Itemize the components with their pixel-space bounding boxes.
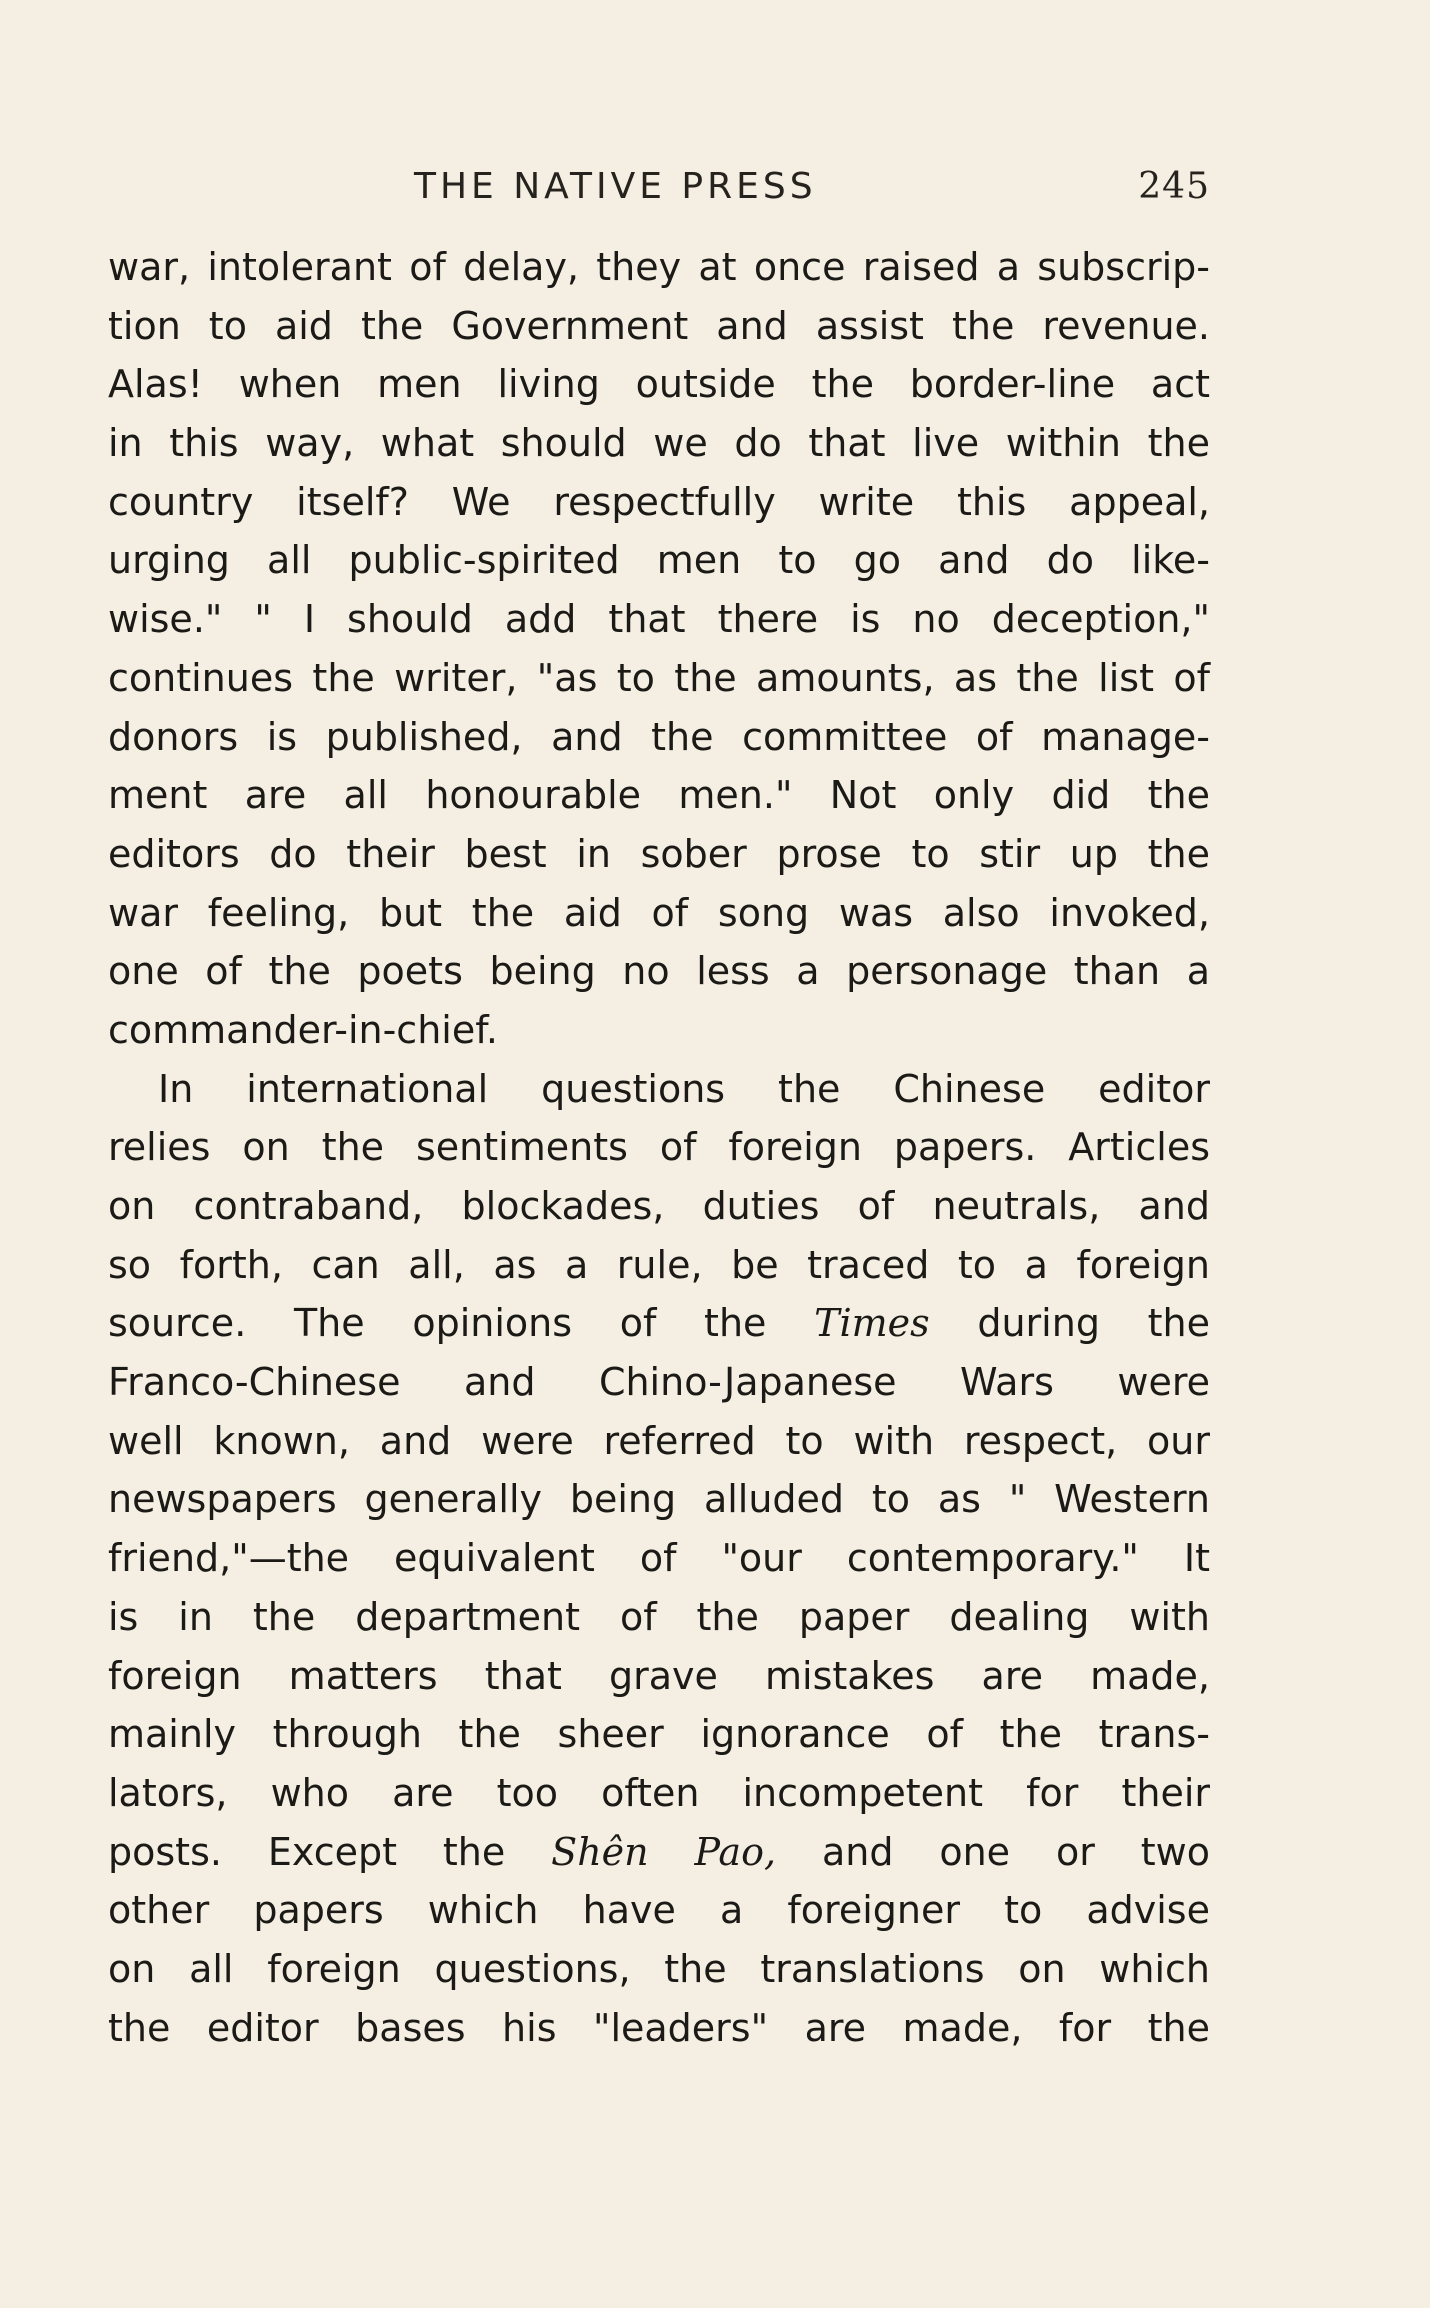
text-line: other papers which have a foreigner to advise (108, 1888, 1210, 1933)
text-line: country itself? We respectfully write this appeal, (108, 479, 1210, 524)
text-line: lators, who are too often incompetent for their (108, 1770, 1210, 1815)
text-line: newspapers generally being alluded to as " Western (108, 1477, 1210, 1522)
text-line: in this way, what should we do that live within the (108, 421, 1210, 466)
text-line: donors is published, and the committee of manage- (108, 714, 1210, 759)
text-line: friend,"—the equivalent of "our contemporary." It (108, 1536, 1210, 1581)
running-head (108, 158, 1210, 218)
text-line: tion to aid the Government and assist the revenue. (108, 303, 1210, 348)
text-segment: source. The opinions of the (108, 1301, 815, 1346)
text-line: on contraband, blockades, duties of neutrals, and (108, 1184, 1210, 1228)
text-line: mainly through the sheer ignorance of the trans- (108, 1712, 1210, 1757)
text-line: Alas! when men living outside the border-line act (108, 362, 1210, 407)
text-line: on all foreign questions, the translations on which (108, 1946, 1210, 1991)
italic-title-shen-pao: Shên Pao, (551, 1829, 777, 1874)
text-line: relies on the sentiments of foreign papers. Articles (108, 1125, 1210, 1170)
text-segment: posts. Except the (108, 1829, 552, 1874)
italic-title-times: Times (814, 1301, 930, 1346)
text-segment: and one or two (776, 1829, 1210, 1874)
text-line: editors do their best in sober prose to stir up the (108, 831, 1210, 876)
text-line: well known, and were referred to with respect, our (108, 1418, 1210, 1463)
text-line: so forth, can all, as a rule, be traced to a foreign (108, 1242, 1210, 1287)
text-line: Franco-Chinese and Chino-Japanese Wars were (108, 1360, 1210, 1405)
text-line: is in the department of the paper dealing with (108, 1594, 1210, 1639)
text-segment: during the (929, 1301, 1210, 1346)
text-line-with-italic (108, 1823, 1210, 1882)
text-line-with-italic (108, 1294, 1210, 1353)
text-line: continues the writer, "as to the amounts, as the list of (108, 655, 1210, 700)
text-line: ment are all honourable men." Not only did the (108, 773, 1210, 818)
text-line: one of the poets being no less a personage than a (108, 949, 1210, 994)
text-line: foreign matters that grave mistakes are made, (108, 1653, 1210, 1698)
page-number: 245 (1138, 166, 1210, 207)
text-line: commander-in-chief. (108, 1007, 498, 1052)
text-line: war feeling, but the aid of song was also invoked, (108, 890, 1210, 935)
text-line: war, intolerant of delay, they at once raised a subscrip- (108, 245, 1210, 289)
text-line: urging all public-spirited men to go and do like- (108, 538, 1210, 583)
text-line: wise." " I should add that there is no deception," (108, 597, 1210, 642)
text-line: In international questions the Chinese editor (158, 1066, 1210, 1111)
text-line: the editor bases his "leaders" are made, for the (108, 2005, 1210, 2050)
body-text (108, 238, 1210, 2057)
running-head-title: THE NATIVE PRESS (414, 166, 817, 207)
